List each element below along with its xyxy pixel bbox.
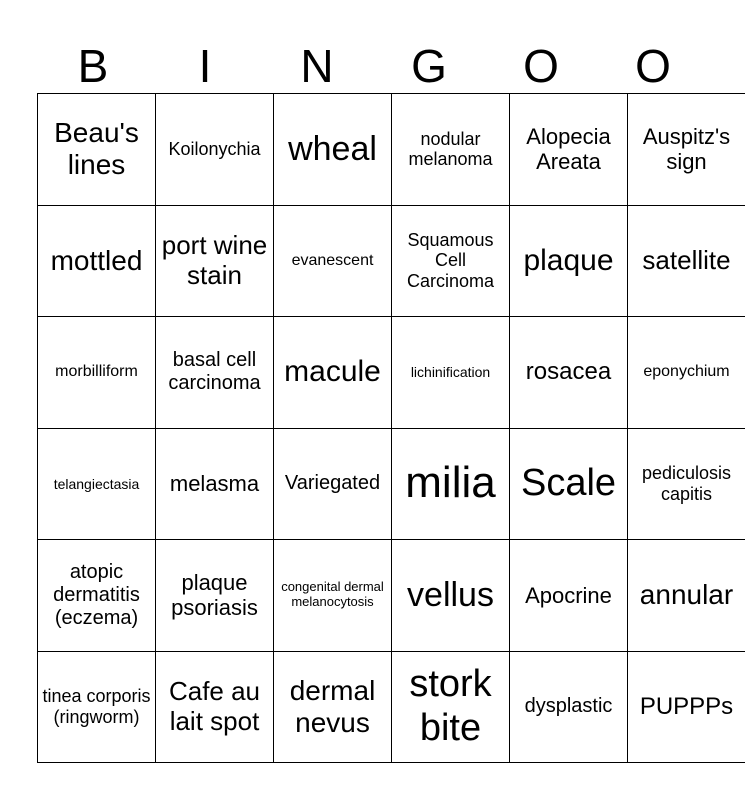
bingo-cell[interactable]: Koilonychia (156, 94, 274, 206)
bingo-cell[interactable]: rosacea (510, 317, 628, 429)
bingo-cell[interactable]: Squamous Cell Carcinoma (392, 205, 510, 317)
bingo-cell[interactable]: Cafe au lait spot (156, 651, 274, 763)
bingo-cell[interactable]: Scale (510, 428, 628, 540)
bingo-cell[interactable]: nodular melanoma (392, 94, 510, 206)
bingo-cell[interactable]: evanescent (274, 205, 392, 317)
bingo-cell[interactable]: Apocrine (510, 540, 628, 652)
bingo-cell[interactable]: Alopecia Areata (510, 94, 628, 206)
board-row (38, 428, 745, 540)
header-letter-4: G (411, 40, 447, 92)
header-letter-6: O (635, 40, 671, 92)
bingo-cell[interactable]: congenital dermal melanocytosis (274, 540, 392, 652)
bingo-header (37, 38, 709, 94)
bingo-cell[interactable]: mottled (38, 205, 156, 317)
bingo-cell[interactable]: wheal (274, 94, 392, 206)
bingo-cell[interactable]: vellus (392, 540, 510, 652)
board-row (38, 540, 745, 652)
bingo-cell[interactable]: Variegated (274, 428, 392, 540)
board-row (38, 94, 745, 206)
bingo-cell[interactable]: telangiectasia (38, 428, 156, 540)
bingo-cell[interactable]: port wine stain (156, 205, 274, 317)
bingo-cell[interactable]: lichinification (392, 317, 510, 429)
header-letter-3: N (300, 40, 334, 92)
bingo-cell[interactable]: melasma (156, 428, 274, 540)
header-letter-2: I (198, 40, 212, 92)
header-letter-5: O (523, 40, 559, 92)
bingo-cell[interactable]: basal cell carcinoma (156, 317, 274, 429)
bingo-cell[interactable]: plaque (510, 205, 628, 317)
bingo-cell[interactable]: plaque psoriasis (156, 540, 274, 652)
bingo-board (37, 93, 745, 763)
bingo-cell[interactable]: pediculosis capitis (628, 428, 745, 540)
bingo-cell[interactable]: Beau's lines (38, 94, 156, 206)
bingo-cell[interactable]: dermal nevus (274, 651, 392, 763)
bingo-cell[interactable]: atopic dermatitis (eczema) (38, 540, 156, 652)
bingo-cell[interactable]: eponychium (628, 317, 745, 429)
bingo-cell[interactable]: macule (274, 317, 392, 429)
header-letter-1: B (77, 40, 109, 92)
bingo-cell[interactable]: milia (392, 428, 510, 540)
bingo-cell[interactable]: morbilliform (38, 317, 156, 429)
bingo-cell[interactable]: stork bite (392, 651, 510, 763)
board-row (38, 205, 745, 317)
bingo-cell[interactable]: annular (628, 540, 745, 652)
bingo-cell[interactable]: dysplastic (510, 651, 628, 763)
bingo-cell[interactable]: Auspitz's sign (628, 94, 745, 206)
bingo-cell[interactable]: tinea corporis (ringworm) (38, 651, 156, 763)
board-row (38, 651, 745, 763)
bingo-cell[interactable]: satellite (628, 205, 745, 317)
board-row (38, 317, 745, 429)
bingo-cell[interactable]: PUPPPs (628, 651, 745, 763)
